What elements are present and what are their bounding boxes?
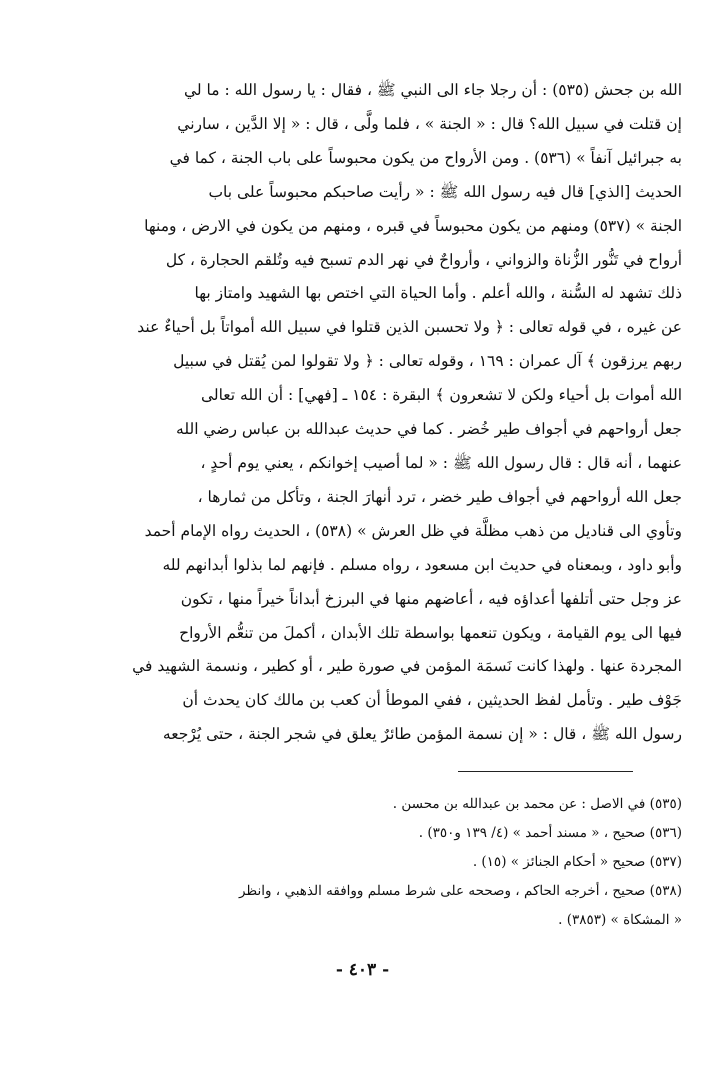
text-line: الله بن جحش (٥٣٥) : أن رجلا جاء الى النبي ﷺ ، فقال : يا رسول الله : ما لي bbox=[183, 81, 682, 99]
text-line: المجردة عنها . ولهذا كانت نَسمَة المؤمن في صورة طير ، أو كطير ، ونسمة الشهيد في bbox=[132, 657, 682, 676]
text-line: وتأوي الى قناديل من ذهب مظلَّة في ظل العرش » (٥٣٨) ، الحديث رواه الإمام أحمد bbox=[144, 521, 682, 540]
footnote-divider bbox=[458, 771, 633, 772]
text-line: الحديث [الذي] قال فيه رسول الله ﷺ : « رأيت صاحبكم محبوساً على باب bbox=[208, 182, 682, 201]
text-line: عنهما ، أنه قال : قال رسول الله ﷺ : « لما أصيب إخوانكم ، يعني يوم أحدٍ ، bbox=[200, 453, 682, 472]
text-line: فيها الى يوم القيامة ، ويكون تنعمها بواسطة تلك الأبدان ، أكملَ من تنعُّم الأرواح bbox=[179, 623, 682, 642]
footnote: (٥٣٥) في الاصل : عن محمد بن عبدالله بن محسن . bbox=[392, 796, 682, 812]
footnote: (٥٣٦) صحيح ، « مسند أحمد » (٤/ ١٣٩ و٣٥٠) . bbox=[418, 825, 682, 841]
footnotes bbox=[82, 790, 682, 935]
text-line: وأبو داود ، وبمعناه في حديث ابن مسعود ، رواه مسلم . فإنهم لما بذلوا أبدانهم لله bbox=[162, 555, 682, 574]
text-line: رسول الله ﷺ ، قال : « إن نسمة المؤمن طائرٌ يعلق في شجر الجنة ، حتى يُرْجعه bbox=[162, 725, 682, 744]
footnote: (٥٣٨) صحيح ، أخرجه الحاكم ، وصححه على شرط مسلم ووافقه الذهبي ، وانظر bbox=[238, 883, 682, 899]
footnote: (٥٣٧) صحيح « أحكام الجنائز » (١٥) . bbox=[472, 854, 682, 870]
text-line: ذلك تشهد له السُّنة ، والله أعلم . وأما الحياة التي اختص بها الشهيد وامتاز بها bbox=[194, 284, 682, 303]
main-text bbox=[82, 74, 682, 752]
text-line: الله أموات بل أحياء ولكن لا تشعرون ﴾ البقرة : ١٥٤ ـ [فهي] : أن الله تعالى bbox=[200, 386, 682, 405]
text-line: الجنة » (٥٣٧) ومنهم من يكون محبوساً في قبره ، ومنهم من يكون في الارض ، ومنها bbox=[144, 216, 682, 235]
text-line: إن قتلت في سبيل الله؟ قال : « الجنة » ، فلما ولَّى ، قال : « إلا الدَّين ، سارني bbox=[177, 114, 682, 133]
text-line: جَوْف طير . وتأمل لفظ الحديثين ، ففي الموطأ أن كعب بن مالك كان يحدث أن bbox=[182, 691, 682, 710]
page-number: - ٤٠٣ - bbox=[335, 960, 390, 980]
text-line: أرواح في تَنُّور الزُّناة والزواني ، وأرواحٌ في نهر الدم تسبح فيه وتُلقم الحجارة ، كل bbox=[165, 250, 682, 269]
footnote-continuation: « المشكاة » (٣٨٥٣) . bbox=[558, 912, 682, 928]
text-line: عن غيره ، في قوله تعالى : ﴿ ولا تحسبن الذين قتلوا في سبيل الله أمواتاً بل أحياءٌ عند bbox=[137, 318, 682, 337]
text-line: جعل أرواحهم في أجواف طير خُضر . كما في حديث عبدالله بن عباس رضي الله bbox=[176, 420, 682, 439]
text-line: عز وجل حتى أتلفها أعداؤه فيه ، أعاضهم منها في البرزخ أبداناً خيراً منها ، تكون bbox=[180, 589, 682, 608]
text-line: جعل الله أرواحهم في أجواف طير خضر ، ترد أنهارَ الجنة ، وتأكل من ثمارها ، bbox=[197, 487, 682, 506]
text-line: به جبرائيل آنفاً » (٥٣٦) . ومن الأرواح من يكون محبوساً على باب الجنة ، كما في bbox=[169, 148, 682, 167]
text-line: ربهم يرزقون ﴾ آل عمران : ١٦٩ ، وقوله تعالى : ﴿ ولا تقولوا لمن يُقتل في سبيل bbox=[173, 352, 682, 371]
